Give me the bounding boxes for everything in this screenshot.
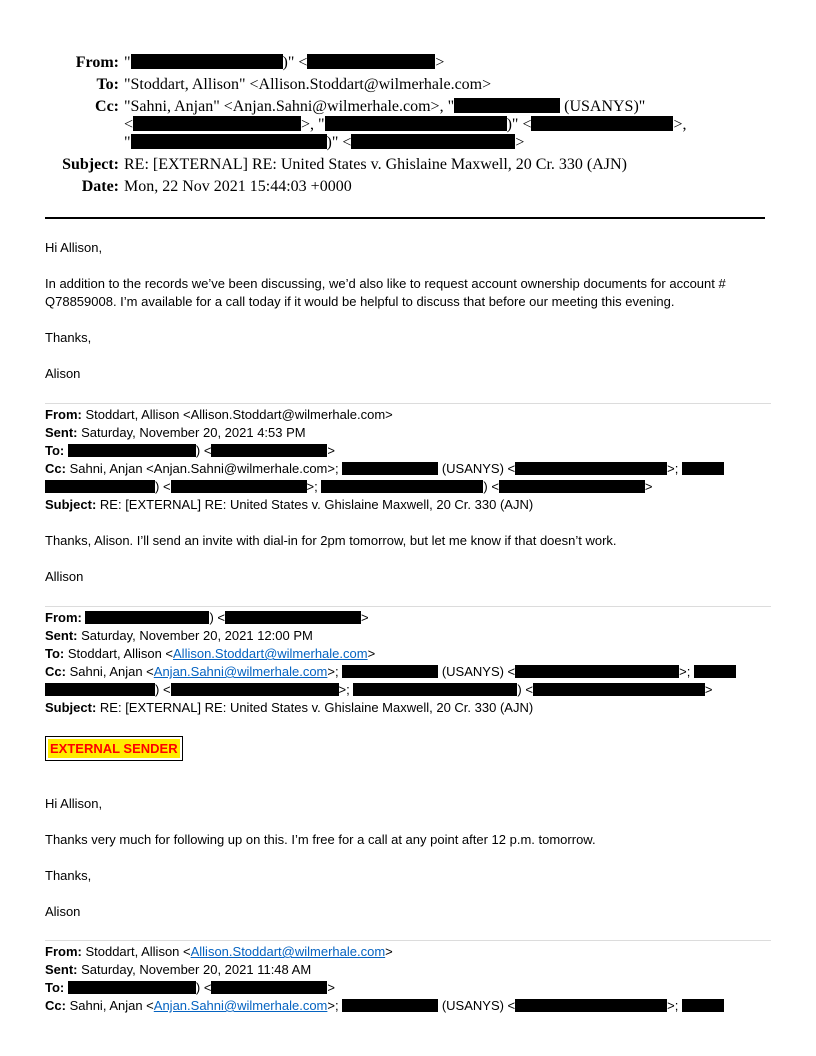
greeting: Hi Allison, [45,796,103,811]
redaction-box [68,981,196,994]
redaction-box [211,981,327,994]
quote-cc: Cc: Sahni, Anjan <Anjan.Sahni@wilmerhale.com>; (USANYS) < >; [45,461,724,476]
quote-from: From: Stoddart, Allison <Allison.Stoddart@wilmerhale.com> [45,407,393,422]
redaction-box [351,134,515,149]
closing: Thanks, [45,330,92,345]
quote-to: To: ) < > [45,980,336,995]
redaction-box [515,462,667,475]
quote-sent: Sent: Saturday, November 20, 2021 11:48 AM [45,962,312,977]
redaction-box [682,999,724,1012]
redaction-box [68,444,196,457]
quote-from: From: ) < > [45,610,369,625]
redaction-box [515,999,667,1012]
redaction-box [515,665,679,678]
body-line: In addition to the records we’ve been discussing, we’d also like to request account ownership documents for account # [45,276,726,291]
quote-separator [45,606,771,607]
redaction-box [353,683,517,696]
redaction-box [85,611,209,624]
quote-to: To: ) < > [45,443,336,458]
body-line: Q78859008. I’m available for a call today if it would be helpful to discuss that before our meeting this evening. [45,294,675,309]
subject-value: RE: [EXTERNAL] RE: United States v. Ghislaine Maxwell, 20 Cr. 330 (AJN) [124,156,627,173]
email-link[interactable]: Allison.Stoddart@wilmerhale.com [190,944,386,959]
redaction-box [171,480,307,493]
redaction-box [307,54,435,69]
quote-to: To: Stoddart, Allison <Allison.Stoddart@wilmerhale.com> [45,646,376,661]
date-value: Mon, 22 Nov 2021 15:44:03 +0000 [124,178,352,195]
external-sender-banner: EXTERNAL SENDER [45,736,183,761]
redaction-box [499,480,645,493]
redaction-box [325,116,507,131]
cc-value-line3: " )" < > [124,134,525,151]
date-label: Date: [81,178,119,195]
redaction-box [694,665,736,678]
redaction-box [225,611,361,624]
quote-cc-cont: ) < >; ) < > [45,682,713,697]
redaction-box [321,480,483,493]
quote-cc: Cc: Sahni, Anjan <Anjan.Sahni@wilmerhale.com>; (USANYS) < >; [45,664,736,679]
quote-separator [45,403,771,404]
redaction-box [342,665,438,678]
email-link[interactable]: Anjan.Sahni@wilmerhale.com [153,664,328,679]
quote-from: From: Stoddart, Allison <Allison.Stoddart@wilmerhale.com> [45,944,393,959]
redaction-box [133,116,301,131]
quote-cc: Cc: Sahni, Anjan <Anjan.Sahni@wilmerhale.com>; (USANYS) < >; [45,998,724,1013]
to-value: "Stoddart, Allison" <Allison.Stoddart@wilmerhale.com> [124,76,492,93]
redaction-box [45,480,155,493]
redaction-box [131,54,283,69]
subject-label: Subject: [62,156,119,173]
redaction-box [342,462,438,475]
redaction-box [211,444,327,457]
redaction-box [45,683,155,696]
from-value: " )" < > [124,54,445,71]
redaction-box [454,98,560,113]
redaction-box [342,999,438,1012]
signature: Allison [45,569,84,584]
greeting: Hi Allison, [45,240,103,255]
header-divider [45,217,765,219]
quote-cc-cont: ) < >; ) < > [45,479,653,494]
email-link[interactable]: Anjan.Sahni@wilmerhale.com [153,998,328,1013]
to-label: To: [96,76,119,93]
from-label: From: [75,54,119,71]
cc-value-line2: < >, " )" < >, [124,116,687,133]
quote-body: Thanks very much for following up on this. I’m free for a call at any point after 12 p.m. tomorrow. [45,832,596,847]
quote-subject: Subject: RE: [EXTERNAL] RE: United States v. Ghislaine Maxwell, 20 Cr. 330 (AJN) [45,700,534,715]
signature: Alison [45,366,81,381]
cc-label: Cc: [95,98,119,115]
signature: Alison [45,904,81,919]
quote-sent: Sent: Saturday, November 20, 2021 12:00 PM [45,628,313,643]
quote-subject: Subject: RE: [EXTERNAL] RE: United States v. Ghislaine Maxwell, 20 Cr. 330 (AJN) [45,497,534,512]
quote-sent: Sent: Saturday, November 20, 2021 4:53 PM [45,425,306,440]
redaction-box [131,134,327,149]
quote-separator [45,940,771,941]
closing: Thanks, [45,868,92,883]
quote-body: Thanks, Alison. I’ll send an invite with dial-in for 2pm tomorrow, but let me know if that doesn’t work. [45,533,617,548]
redaction-box [682,462,724,475]
redaction-box [533,683,705,696]
cc-value-line1: "Sahni, Anjan" <Anjan.Sahni@wilmerhale.com>, " (USANYS)" [124,98,646,115]
redaction-box [531,116,673,131]
email-link[interactable]: Allison.Stoddart@wilmerhale.com [173,646,368,661]
redaction-box [171,683,339,696]
